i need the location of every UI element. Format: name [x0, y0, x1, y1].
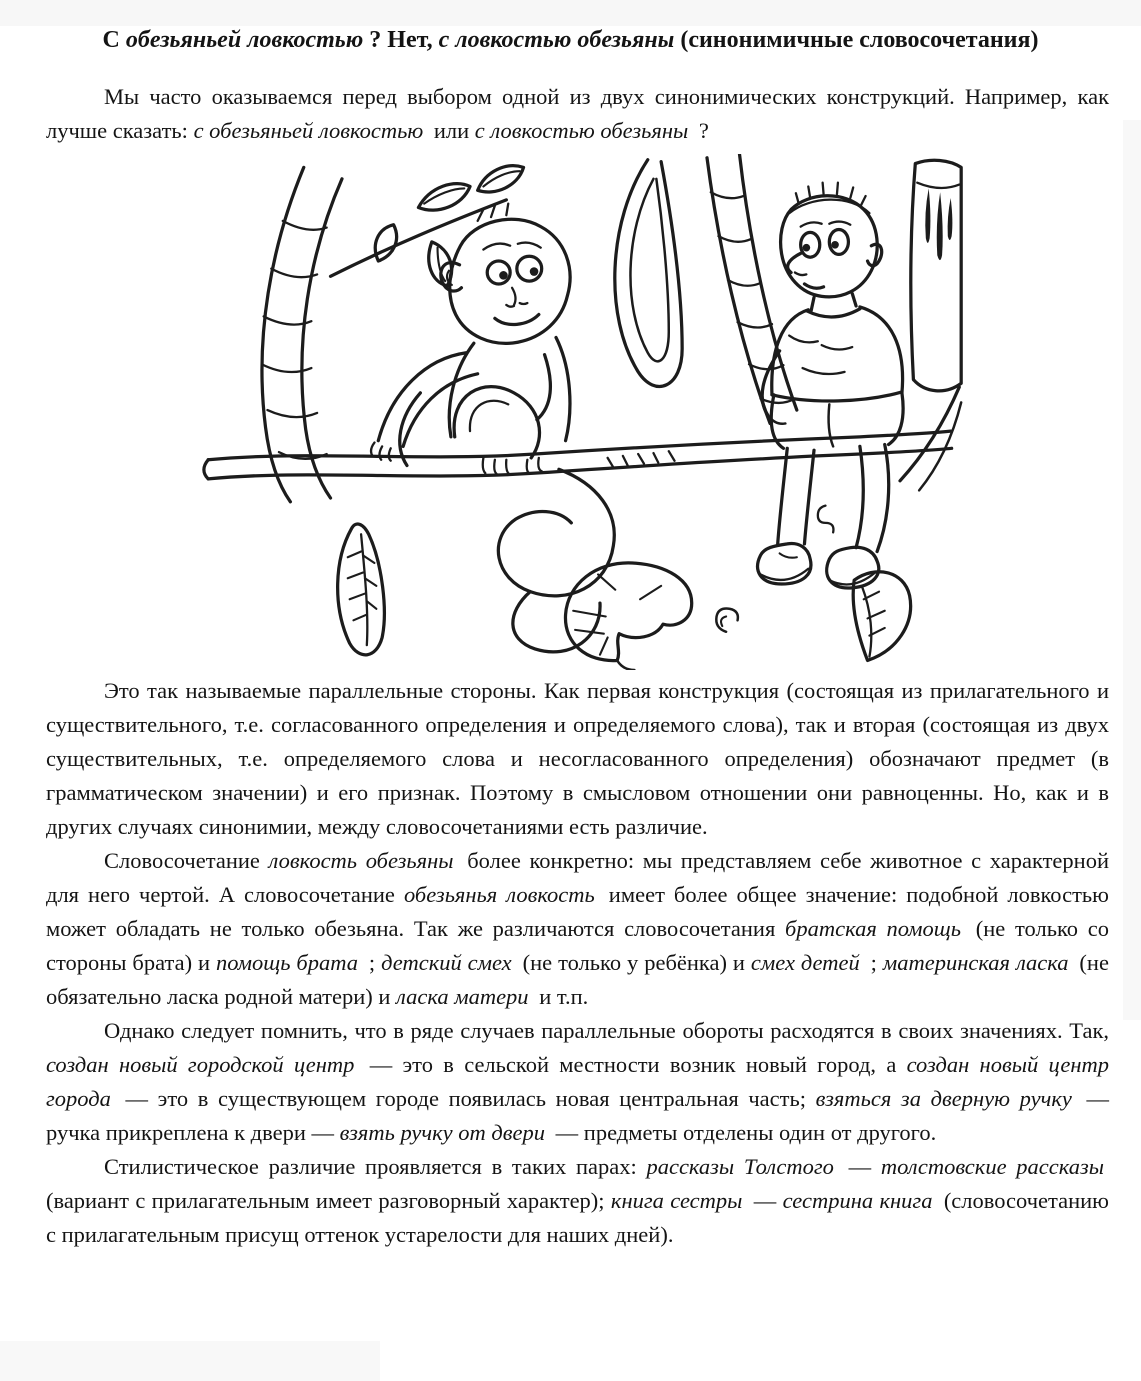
italic-phrase: толстовские рассказы	[880, 1154, 1104, 1179]
text-run: Это так называемые параллельные стороны. Как первая конструкция (состоящая из прилагательного и существительного, т.е. согласованного определения и определяемого слова), так и вторая (состоящая из двух существительных, т.е. определяемого слова и несогласованного определения) обозначают предмет (в грамматическом значении) и его признак. Поэтому в смысловом отношении они равноценны. Но, как и в других случаях синонимии, между словосочетаниями есть различие.	[46, 678, 1109, 839]
boy-drawing	[757, 183, 902, 588]
text-run: и т.п.	[533, 984, 589, 1009]
paragraph-meaning-difference	[46, 844, 1109, 1014]
text-run: — это в сельской местности возник новый город, а	[359, 1052, 907, 1077]
italic-phrase: обезьянья ловкость	[403, 882, 595, 907]
italic-phrase: с ловкостью обезьяны	[474, 118, 689, 143]
text-run: — предметы отделены один от другого.	[550, 1120, 937, 1145]
paragraph-diverging-meanings	[46, 1014, 1109, 1150]
text-run: (словосочетанию с прилагательным присущ оттенок устарелости для наших дней).	[46, 1188, 1109, 1247]
text-run: (вариант с прилагательным имеет разговорный характер);	[46, 1188, 611, 1213]
paragraph-stylistic-difference	[46, 1150, 1109, 1252]
italic-phrase: сестрина книга	[782, 1188, 933, 1213]
italic-phrase: создан новый центр города	[46, 1052, 1109, 1111]
twig-leaves-drawing	[330, 166, 523, 286]
italic-phrase: с ловкостью обезьяны	[438, 27, 675, 53]
italic-phrase: детский смех	[381, 950, 512, 975]
text-run: Стилистическое различие проявляется в таких парах:	[104, 1154, 647, 1179]
italic-phrase: взять ручку от двери	[339, 1120, 546, 1145]
monkey-and-boy-illustration	[168, 154, 988, 670]
text-column	[46, 80, 1109, 1252]
text-run: ?	[693, 118, 709, 143]
text-run: — это в существующем городе появилась новая центральная часть;	[115, 1086, 816, 1111]
text-run: (синонимичные словосочетания)	[674, 27, 1039, 53]
paragraph-intro	[46, 80, 1109, 148]
text-run: С	[102, 27, 126, 53]
bottom-leaves-drawing	[337, 524, 910, 670]
text-run: (не только со стороны брата) и	[46, 916, 1109, 975]
italic-phrase: обезьяньей ловкостью	[125, 27, 364, 53]
text-run: ;	[864, 950, 883, 975]
text-run: ? Нет,	[363, 27, 439, 53]
text-run: ;	[362, 950, 382, 975]
italic-phrase: смех детей	[750, 950, 860, 975]
scan-artifact	[1123, 120, 1141, 1020]
italic-phrase: ловкость обезьяны	[268, 848, 454, 873]
text-run: — ручка прикреплена к двери —	[46, 1086, 1109, 1145]
scan-artifact	[0, 0, 1141, 26]
text-run: —	[838, 1154, 881, 1179]
text-run: Однако следует помнить, что в ряде случаев параллельные обороты расходятся в своих значениях. Так,	[104, 1018, 1109, 1043]
paragraph-parallel-constructions	[46, 674, 1109, 844]
text-run: Словосочетание	[104, 848, 269, 873]
italic-phrase: создан новый городской центр	[46, 1052, 355, 1077]
italic-phrase: помощь брата	[215, 950, 358, 975]
right-trunk-drawing	[900, 160, 961, 490]
italic-phrase: рассказы Толстого	[646, 1154, 834, 1179]
italic-phrase: книга сестры	[610, 1188, 743, 1213]
text-run: имеет более общее значение: подобной ловкостью может обладать не только обезьяна. Так же различаются словосочетания	[46, 882, 1109, 941]
left-liana-drawing	[261, 167, 341, 501]
italic-phrase: материнская ласка	[882, 950, 1069, 975]
italic-phrase: ласка матери	[396, 984, 529, 1009]
text-run: Мы часто оказываемся перед выбором одной из двух синонимических конструкций. Например, как лучше сказать:	[46, 84, 1109, 143]
page-title	[26, 24, 1115, 56]
scan-artifact	[0, 1341, 380, 1381]
text-run: (не обязательно ласка родной матери) и	[46, 950, 1109, 1009]
illustration-figure	[46, 154, 1109, 670]
italic-phrase: с обезьяньей ловкостью	[193, 118, 424, 143]
text-run: —	[747, 1188, 783, 1213]
text-run: (не только у ребёнка) и	[516, 950, 751, 975]
italic-phrase: взяться за дверную ручку	[815, 1086, 1072, 1111]
text-run: или	[428, 118, 475, 143]
hanging-vine-drawing	[614, 154, 796, 423]
text-run: более конкретно: мы представляем себе животное с характерной для него чертой. А словосочетание	[46, 848, 1109, 907]
italic-phrase: братская помощь	[785, 916, 961, 941]
